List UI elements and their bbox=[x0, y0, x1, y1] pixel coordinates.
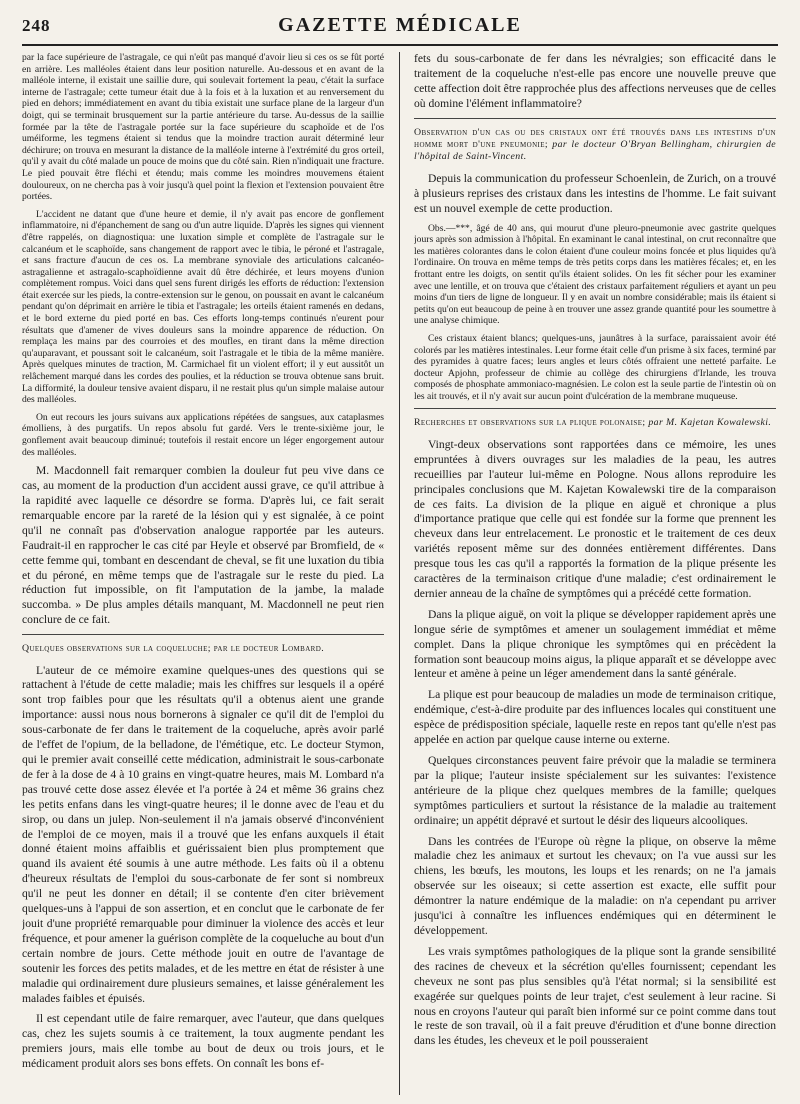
plique-title: Recherches et observations sur la plique polonaise; bbox=[414, 417, 646, 429]
column-rule bbox=[399, 52, 400, 1095]
case-paragraph: On eut recours les jours suivans aux applications répétées de sangsues, aux cataplasmes émolliens, à des purgatifs. Un repos absolu fut gardé. Vers le trente-sixième jour, le gonflement avait beaucoup diminué; toutefois il restait encore un léger engorgement autour des malléoles. bbox=[22, 411, 384, 458]
article-columns bbox=[22, 52, 778, 1095]
cristaux-author: par le docteur O'Bryan Bellingham, chirurgien de l'hôpital de Saint-Vincent. bbox=[414, 139, 776, 163]
observation-paragraph: Obs.—***, âgé de 40 ans, qui mourut d'une pleuro-pneumonie avec gastrite quelques jours après son admission à l'hôpital. En examinant le canal intestinal, on crut reconnaître que les matières colorantes dans le colon étaient d'une couleur moins foncée et plus liquides qu'à l'ordinaire. On trouva en même temps de très petits corps dans les matières fécales; et, en les frottant entre les doigts, on sentit qu'ils étaient solides. On les fit sécher pour les examiner avec une lentille, et on trouva que c'étaient des cristaux parfaitement réguliers et ayant un peu moins d'un tiers de ligne de longueur. Il y en avait un nombre considérable; mais ils étaient si petits qu'on eut beaucoup de peine à en trouver une assez grande quantité pour les soumettre à une analyse chimique. bbox=[414, 222, 776, 327]
case-paragraph: L'accident ne datant que d'une heure et demie, il n'y avait pas encore de gonflement inflammatoire, ni d'épanchement de sang ou d'un autre liquide. D'après les signes qui viennent d'être rappelés, on diagnostiqua: une luxation simple et complète de l'astragale sur le calcanéum et le scaphoïde, sans changement de rapport avec le tibia, le péroné et l'astragale, et sans fracture d'aucun de ces os. La membrane synoviale des articulations calcanéo-astragalienne et astragalo-scaphoïdienne avait dû être déchirée, et leurs moyens d'union complètement rompus. Voici dans quel sens furent dirigés les efforts de réduction: l'extension était exercée sur les pieds, la contre-extension sur le genou, on poussait en avant le calcanéum pendant qu'on déprimait en arrière le tibia et l'astragale; les orteils étaient ramenés en dedans, et le bord externe du pied porté en bas. Ces efforts long-temps continués n'eurent pour résultats que d'amener de vives douleurs sans la moindre apparence de réduction. On remplaça les mains par des courroies et des moufles, en tirant dans la même direction qu'auparavant, et poussant soit le calcanéum, soit l'astragale et le tibia de la même manière. Après quelques minutes de traction, M. Carmichael fit un violent effort; il y eut aussitôt un relâchement marqué dans les cordes des poulies, et la réduction se trouva obtenue sans bruit. La difformité, la douleur tensive avaient disparu, il ne restait plus qu'un simple malaise autour des malléoles. bbox=[22, 208, 384, 406]
page-number: 248 bbox=[22, 16, 51, 35]
page-header bbox=[22, 10, 778, 46]
cristaux-heading bbox=[414, 127, 776, 164]
coqueluche-heading: Quelques observations sur la coqueluche; par le docteur Lombard. bbox=[22, 643, 325, 655]
macdonnell-paragraph: M. Macdonnell fait remarquer combien la douleur fut peu vive dans ce cas, au moment de la production d'un accident aussi grave, ce qu'il attribue à la rapidité avec laquelle ce désordre se forma. D'après lui, ce fait serait remarquable encore par la rareté de la lésion qui y est signalée, à ce point qu'il ne connaît pas d'observation analogue rapportée par les auteurs. Faudrait-il en rapprocher le cas cité par Heyle et observé par Bromfield, de « cette femme qui, tombant en descendant de cheval, se fit une luxation du tibia et du péroné, en même temps que de l'astragale sur le reste du pied. La réduction fut impossible, on fit l'amputation de la jambe, la malade succomba. » De plus amples détails manquant, M. Macdonnell ne peut rien conclure de ce fait. bbox=[22, 464, 384, 627]
plique-heading bbox=[414, 417, 776, 429]
newspaper-page bbox=[22, 10, 778, 1095]
cristaux-intro: Depuis la communication du professeur Schoenlein, de Zurich, on a trouvé à plusieurs reprises des cristaux dans les intestins de l'homme. Le fait suivant est un nouvel exemple de cette production. bbox=[414, 171, 776, 215]
right-column bbox=[414, 52, 776, 1095]
plique-paragraph: Quelques circonstances peuvent faire prévoir que la maladie se terminera par la plique; l'auteur insiste spécialement sur les suivantes: l'existence antérieure de la plique chez quelques membres de la famille; quelques symptômes particuliers et surtout la résistance de la maladie au traitement ordinaire; un appétit dépravé et surtout le désir des liqueurs alcooliques. bbox=[414, 754, 776, 827]
plique-paragraph: La plique est pour beaucoup de maladies un mode de terminaison critique, endémique, c'est-à-dire produite par des influences locales qui constituent une espèce de prédisposition spéciale, laquelle reste en repos tant qu'elle n'est pas appelée en action par quelque cause interne ou externe. bbox=[414, 688, 776, 747]
coqueluche-paragraph: L'auteur de ce mémoire examine quelques-unes des questions qui se rattachent à l'étude de cette maladie; mais les chiffres sur lesquels il a opéré sont trop faibles pour que les résultats qu'il a obtenus aient une grande importance: aussi nous nous bornerons à signaler ce qu'il dit de l'emploi du sous-carbonate de fer dans le traitement de la coqueluche, après avoir parlé de l'effet de l'opium, de la belladone, de l'émétique, etc. Le docteur Stymon, qui le premier avait conseillé cette médication, administrait le sous-carbonate de fer à la dose de 4 à 10 grains en vingt-quatre heures, mais M. Lombard n'a pas trouvé cette dose assez élevée et l'a portée à 24 et même 36 grains chez les petits enfans dans les vingt-quatre heures; il le donne avec de l'eau et du sirop, ou dans un julep. Non-seulement il n'a jamais observé d'inconvénient de l'emploi de ce moyen, mais il a trouvé que les enfans auxquels il était donné étaient moins affaiblis et guérissaient bien plus promptement que quand ils avaient été soumis à une autre méthode. Les faits où il a obtenu d'heureux résultats de l'emploi du sous-carbonate de fer sont si nombreux qu'il ne peut les donner en détail; il se contente d'en citer brièvement quelques-uns à l'appui de son assertion, et en conclut que le carbonate de fer jouit d'une propriété remarquable pour diminuer la violence des accès et leur fréquence, et pour amener la guérison complète de la coqueluche au bout d'un certain nombre de jours. Cette méthode jouit en outre de l'avantage de soutenir les forces des petits malades, et de les mettre en état de résister à une maladie qui ordinairement dure plusieurs semaines, et laisse généralement les malades faibles et épuisés. bbox=[22, 663, 384, 1005]
left-column bbox=[22, 52, 384, 1095]
coqueluche-paragraph: Il est cependant utile de faire remarquer, avec l'auteur, que dans quelques cas, chez les sujets soumis à ce traitement, la toux augmente pendant les premiers jours, mais elle tombe au bout de deux ou trois jours, et le médicament produit alors ses bons effets. On connaît les bons ef- bbox=[22, 1012, 384, 1071]
plique-paragraph: Les vrais symptômes pathologiques de la plique sont la grande sensibilité des racines de cheveux et la sécrétion qu'elles fournissent; cependant les cheveux ne sont pas plus sensibles qu'à l'état normal; si la sensibilité est exagérée sur quelques points de leur trajet, c'est seulement à leur racine. Si nous en croyons l'auteur qui paraît bien informé sur ce point comme dans tout le reste de son travail, où il a fait preuve d'érudition et d'une bonne direction dans les études, les cheveux et le poil pousseraient bbox=[414, 944, 776, 1048]
section-divider bbox=[414, 118, 776, 119]
cristaux-title: Observation d'un cas ou des cristaux ont été trouvés dans les intestins d'un homme mort d'une pneumonie; bbox=[414, 126, 776, 151]
case-paragraph: par la face supérieure de l'astragale, ce qui n'eût pas manqué d'avoir lieu si ces os se fût porté en arrière. Les malléoles étaient dans leur position naturelle. Au-dessous et en avant de la malléole interne, il existait une saillie dure, qui soulevait fortement la peau, c'était la surface interne de l'astragale; cette tumeur était due à la fois et à la luxation et au renversement du pied en dehors; immédiatement en avant du tibia existait une surface plane de la largeur d'un doigt, qui se terminait brusquement sur la partie antérieure du tarse. Au-dessus de la saillie formée par la tête de l'astragale portée sur la face supérieure du scaphoïde et de l'os uméiforme, les tegmens étaient si tendus que la moindre traction aurait déterminé leur déchirure; on trouva en mesurant la distance de la malléole interne à l'extrémité du gros orteil, qu'il y avait du côté malade un pouce de moins que du côté sain. Rien n'indiquait une fracture. Le pied pouvait être fléchi et étendu; mais comme les moindres mouvemens étaient douloureux, on ne chercha pas à voir jusqu'à quel point la flexion et l'extension pouvaient être portées. bbox=[22, 52, 384, 203]
section-divider bbox=[22, 634, 384, 635]
plique-author: par M. Kajetan Kowalewski. bbox=[648, 417, 772, 429]
plique-paragraph: Dans la plique aiguë, on voit la plique se développer rapidement après une longue série de symptômes et amener un soulagement immédiat et même complet. Dans la plique chronique les symptômes qui en précèdent la formation sont beaucoup moins aigus, la plique apparaît et se développe avec lenteur et amène à peine un léger amendement dans la santé générale. bbox=[414, 607, 776, 681]
plique-paragraph: Vingt-deux observations sont rapportées dans ce mémoire, les unes empruntées à divers ouvrages sur les maladies de la peau, les autres recueillies par l'auteur lui-même en Pologne. Nous allons reproduire les principales conclusions que M. Kajetan Kowalewski tire de la comparaison de ces faits. La division de la plique en aiguë et chronique a plus d'importance pratique que celle qui est fondée sur la forme que prennent les cheveux dans leur entrelacement. Le pronostic et le traitement de ces deux variétés reposent même sur des données entièrement différentes. Dans presque tous les cas qu'il a rapportés la formation de la plique présente les caractères de la terminaison critique d'une maladie; c'est ordinairement le dernier anneau de la chaîne de symptômes qui a précédé cette formation. bbox=[414, 437, 776, 600]
continuation-paragraph: fets du sous-carbonate de fer dans les névralgies; son efficacité dans le traitement de la coqueluche n'est-elle pas encore une nouvelle preuve que cette affection doit être rapprochée plus des affections nerveuses que de celles où domine l'élément inflammatoire? bbox=[414, 52, 776, 110]
section-divider bbox=[414, 408, 776, 409]
observation-paragraph: Ces cristaux étaient blancs; quelques-uns, jaunâtres à la surface, paraissaient avoir été colorés par les matières intestinales. Leur forme était celle d'un prisme à six faces, terminé par des pyramides à quatre faces; leurs angles et leurs côtés offraient une netteté parfaite. Le docteur Apjohn, professeur de chimie au collège des chirurgiens d'Irlande, les trouva composés de phosphate ammoniaco-magnésien. Le colon est la seule partie de l'intestin où on les ait trouvés, et il n'y avait sur aucun point d'ulcération de la membrane muqueuse. bbox=[414, 332, 776, 402]
plique-paragraph: Dans les contrées de l'Europe où règne la plique, on observe la même maladie chez les animaux et surtout les chevaux; on l'a vue aussi sur les chiens, les bœufs, les moutons, les loups et les renards; on ne l'a jamais observée sur les oiseaux; si cette assertion est exacte, elle suffit pour démontrer la nature endémique de la maladie: on n'a cependant pu arriver jusqu'ici à connaître les influences endémiques qui en déterminent le développement. bbox=[414, 834, 776, 937]
journal-title: GAZETTE MÉDICALE bbox=[278, 14, 522, 36]
